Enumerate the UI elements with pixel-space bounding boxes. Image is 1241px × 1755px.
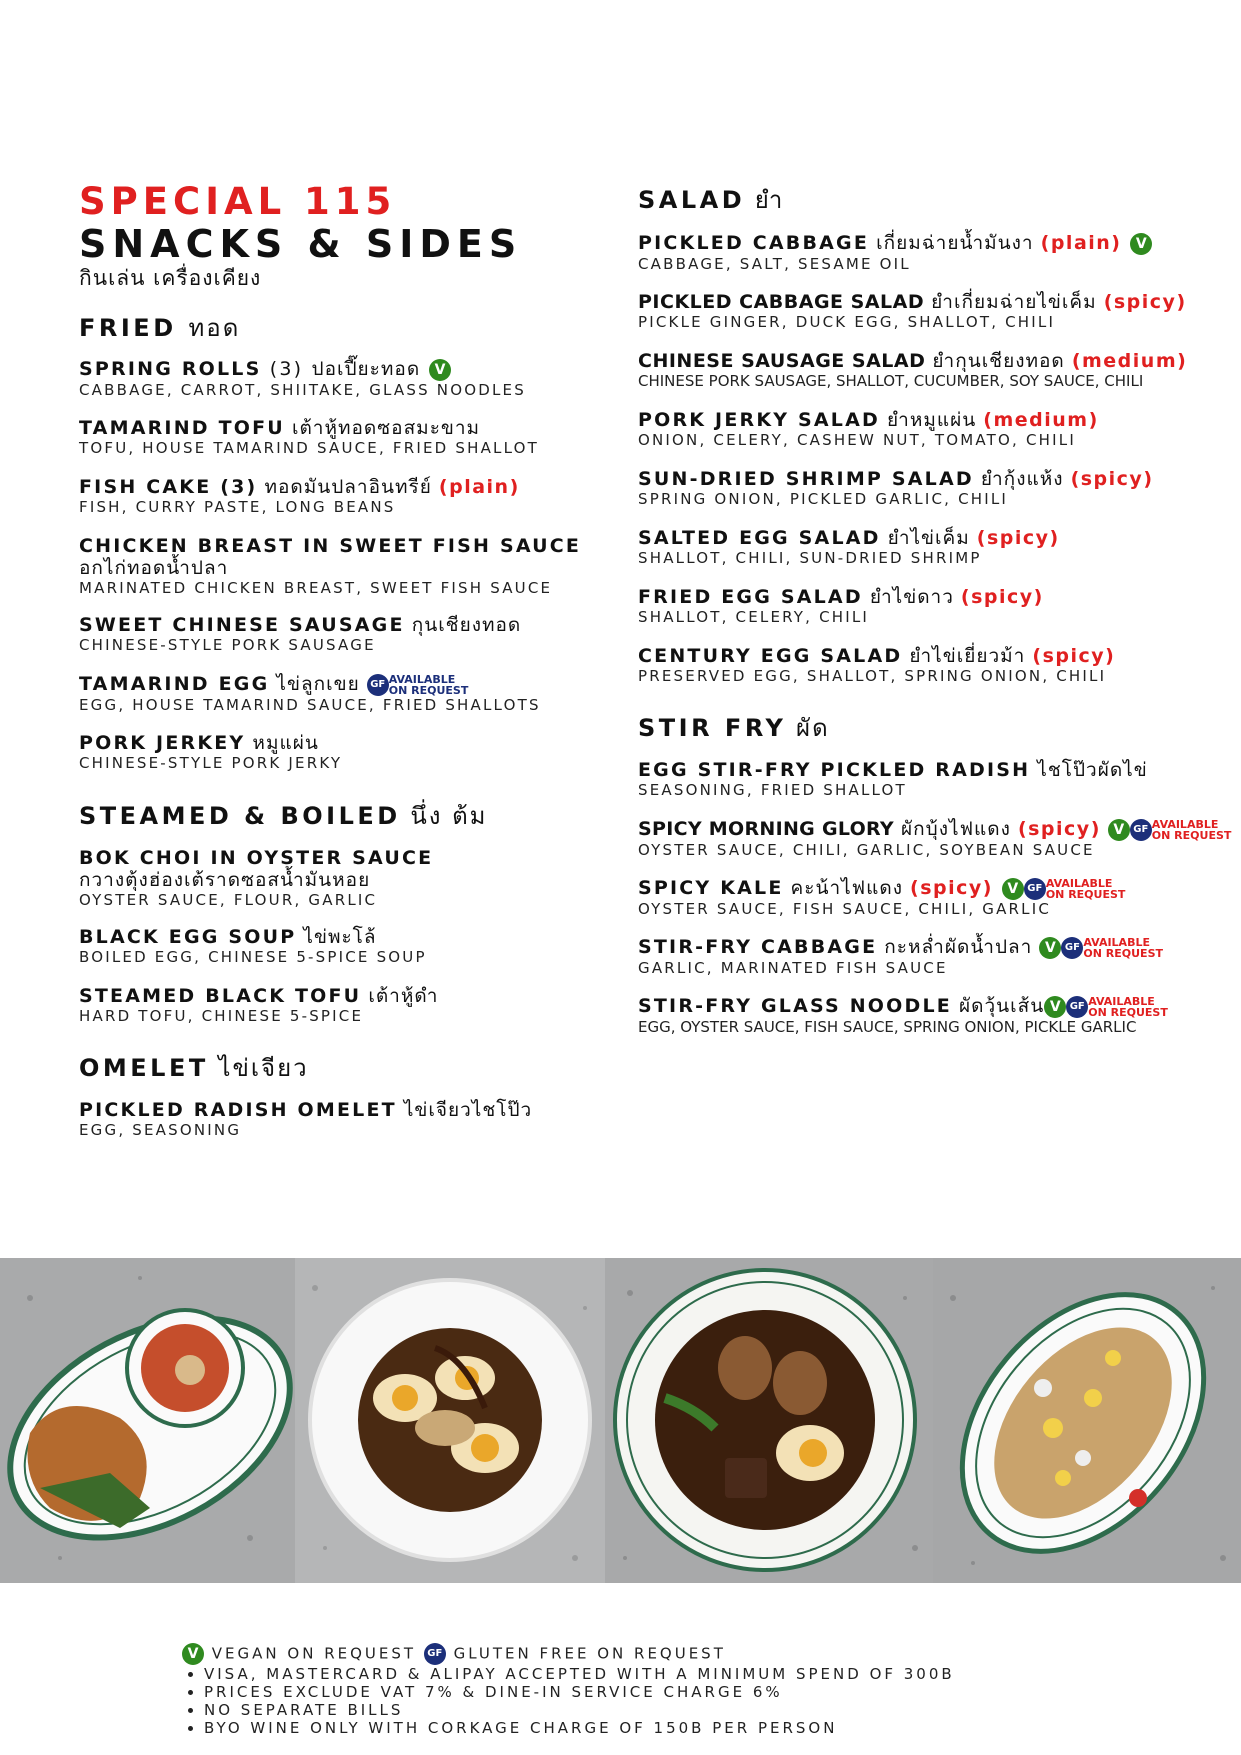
vegan-icon: V (1039, 937, 1061, 959)
photo-fish-cake (0, 1258, 295, 1583)
gluten-free-icon: GF (367, 674, 389, 696)
menu-item-bok-choi: BOK CHOI IN OYSTER SAUCE กวางตุ้งฮ่องเต้ราดซอสน้ำมันหอย OYSTER SAUCE, FLOUR, GARLIC (79, 847, 434, 909)
menu-item-spicy-morning-glory: SPICY MORNING GLORY ผักบุ้งไฟแดง (spicy) V GF AVAILABLE ON REQUEST OYSTER SAUCE, CHILI, GARLIC, SOYBEAN SAUCE (638, 817, 1232, 859)
menu-item-tamarind-egg: TAMARIND EGG ไข่ลูกเขย GF AVAILABLE ON REQUEST EGG, HOUSE TAMARIND SAUCE, FRIED SHALLOTS (79, 672, 541, 714)
menu-item-egg-stir-fry-pickled-radish: EGG STIR-FRY PICKLED RADISH ไชโป๊วผัดไข่ SEASONING, FRIED SHALLOT (638, 759, 1148, 799)
photo-tamarind-egg (295, 1258, 605, 1583)
section-stir-fry: STIR FRY ผัด (638, 714, 830, 742)
gluten-free-icon: GF (1061, 937, 1083, 959)
footer-note: • VISA, MASTERCARD & ALIPAY ACCEPTED WITH A MINIMUM SPEND OF 300B (204, 1665, 1082, 1683)
menu-item-pork-jerkey: PORK JERKEY หมูแผ่น CHINESE-STYLE PORK JERKY (79, 732, 343, 772)
gluten-free-icon: GF (1130, 819, 1152, 841)
section-steamed-boiled: STEAMED & BOILED นึ่ง ต้ม (79, 802, 488, 830)
gluten-free-icon: GF (1024, 878, 1046, 900)
menu-item-chicken-breast: CHICKEN BREAST IN SWEET FISH SAUCE อกไก่ทอดน้ำปลา MARINATED CHICKEN BREAST, SWEET FISH SAUCE (79, 535, 582, 597)
menu-item-pickled-cabbage-salad: PICKLED CABBAGE SALAD ยำเกี่ยมฉ่ายไข่เค็ม (spicy) PICKLE GINGER, DUCK EGG, SHALLOT, CHILI (638, 291, 1187, 331)
footer-note: • PRICES EXCLUDE VAT 7% & DINE-IN SERVICE CHARGE 6% (204, 1683, 1082, 1701)
menu-item-chinese-sausage-salad: CHINESE SAUSAGE SALAD ยำกุนเชียงทอด (medium) CHINESE PORK SAUSAGE, SHALLOT, CUCUMBER, SOY SAUCE, CHILI (638, 350, 1188, 390)
legend-line: V VEGAN ON REQUEST GF GLUTEN FREE ON REQUEST (182, 1643, 1082, 1665)
footer-note: • BYO WINE ONLY WITH CORKAGE CHARGE OF 150B PER PERSON (204, 1719, 1082, 1737)
menu-item-century-egg-salad: CENTURY EGG SALAD ยำไข่เยี่ยวม้า (spicy) PRESERVED EGG, SHALLOT, SPRING ONION, CHILI (638, 645, 1116, 685)
section-salad: SALAD ยำ (638, 186, 785, 214)
menu-item-steamed-black-tofu: STEAMED BLACK TOFU เต้าหู้ดำ HARD TOFU, CHINESE 5-SPICE (79, 985, 439, 1025)
menu-item-black-egg-soup: BLACK EGG SOUP ไข่พะโล้ BOILED EGG, CHINESE 5-SPICE SOUP (79, 926, 427, 966)
menu-item-salted-egg-salad: SALTED EGG SALAD ยำไข่เค็ม (spicy) SHALLOT, CHILI, SUN-DRIED SHRIMP (638, 527, 1060, 567)
gf-availability-note: AVAILABLE ON REQUEST (1083, 935, 1164, 960)
vegan-icon: V (1108, 819, 1130, 841)
vegan-icon: V (1130, 233, 1152, 255)
menu-item-fried-egg-salad: FRIED EGG SALAD ยำไข่ดาว (spicy) SHALLOT, CELERY, CHILI (638, 586, 1044, 626)
gluten-free-icon: GF (424, 1643, 446, 1665)
gluten-free-icon: GF (1066, 996, 1088, 1018)
gf-availability-note: AVAILABLE ON REQUEST (1088, 994, 1168, 1019)
vegan-icon: V (1002, 878, 1024, 900)
menu-item-spring-rolls: SPRING ROLLS (3) ปอเปี๊ยะทอด V CABBAGE, CARROT, SHIITAKE, GLASS NOODLES (79, 358, 526, 399)
vegan-icon: V (182, 1643, 204, 1665)
menu-item-tamarind-tofu: TAMARIND TOFU เต้าหู้ทอดซอสมะขาม TOFU, HOUSE TAMARIND SAUCE, FRIED SHALLOT (79, 417, 539, 457)
footer-notes (182, 1643, 1082, 1737)
page-title: SNACKS & SIDES (79, 222, 523, 266)
gf-availability-note: AVAILABLE ON REQUEST (1151, 817, 1232, 842)
food-photo-strip (0, 1258, 1241, 1583)
vegan-icon: V (1044, 996, 1066, 1018)
footer-note: • NO SEPARATE BILLS (204, 1701, 1082, 1719)
menu-item-spicy-kale: SPICY KALE คะน้าไฟแดง (spicy) V GF AVAILABLE ON REQUEST OYSTER SAUCE, FISH SAUCE, CHILI, GARLIC (638, 876, 1126, 918)
page-title-thai: กินเล่น เครื่องเคียง (79, 266, 262, 290)
photo-black-egg-soup (605, 1258, 933, 1583)
menu-item-fish-cake: FISH CAKE (3) ทอดมันปลาอินทรีย์ (plain) FISH, CURRY PASTE, LONG BEANS (79, 476, 520, 516)
vegan-icon: V (429, 359, 451, 381)
menu-item-sun-dried-shrimp-salad: SUN-DRIED SHRIMP SALAD ยำกุ้งแห้ง (spicy) SPRING ONION, PICKLED GARLIC, CHILI (638, 468, 1154, 508)
menu-item-pork-jerky-salad: PORK JERKY SALAD ยำหมูแผ่น (medium) ONION, CELERY, CASHEW NUT, TOMATO, CHILI (638, 409, 1099, 449)
section-fried: FRIED ทอด (79, 314, 241, 342)
section-omelet: OMELET ไข่เจียว (79, 1054, 309, 1082)
gf-availability-note: AVAILABLE ON REQUEST (388, 672, 469, 697)
menu-item-pickled-radish-omelet: PICKLED RADISH OMELET ไข่เจียวไชโป๊ว EGG, SEASONING (79, 1099, 533, 1139)
menu-item-pickled-cabbage: PICKLED CABBAGE เกี่ยมฉ่ายน้ำมันงา (plain) V CABBAGE, SALT, SESAME OIL (638, 232, 1152, 273)
gf-availability-note: AVAILABLE ON REQUEST (1045, 876, 1126, 901)
photo-glass-noodle (933, 1258, 1241, 1583)
menu-item-stir-fry-cabbage: STIR-FRY CABBAGE กะหล่ำผัดน้ำปลา V GF AVAILABLE ON REQUEST GARLIC, MARINATED FISH SAUCE (638, 935, 1164, 977)
menu-item-sweet-chinese-sausage: SWEET CHINESE SAUSAGE กุนเชียงทอด CHINESE-STYLE PORK SAUSAGE (79, 614, 522, 654)
menu-item-stir-fry-glass-noodle: STIR-FRY GLASS NOODLE ผัดวุ้นเส้น V GF AVAILABLE ON REQUEST EGG, OYSTER SAUCE, FISH SAUCE, SPRING ONION, PICKLE GARLIC (638, 994, 1168, 1036)
special-title: SPECIAL 115 (79, 180, 397, 223)
